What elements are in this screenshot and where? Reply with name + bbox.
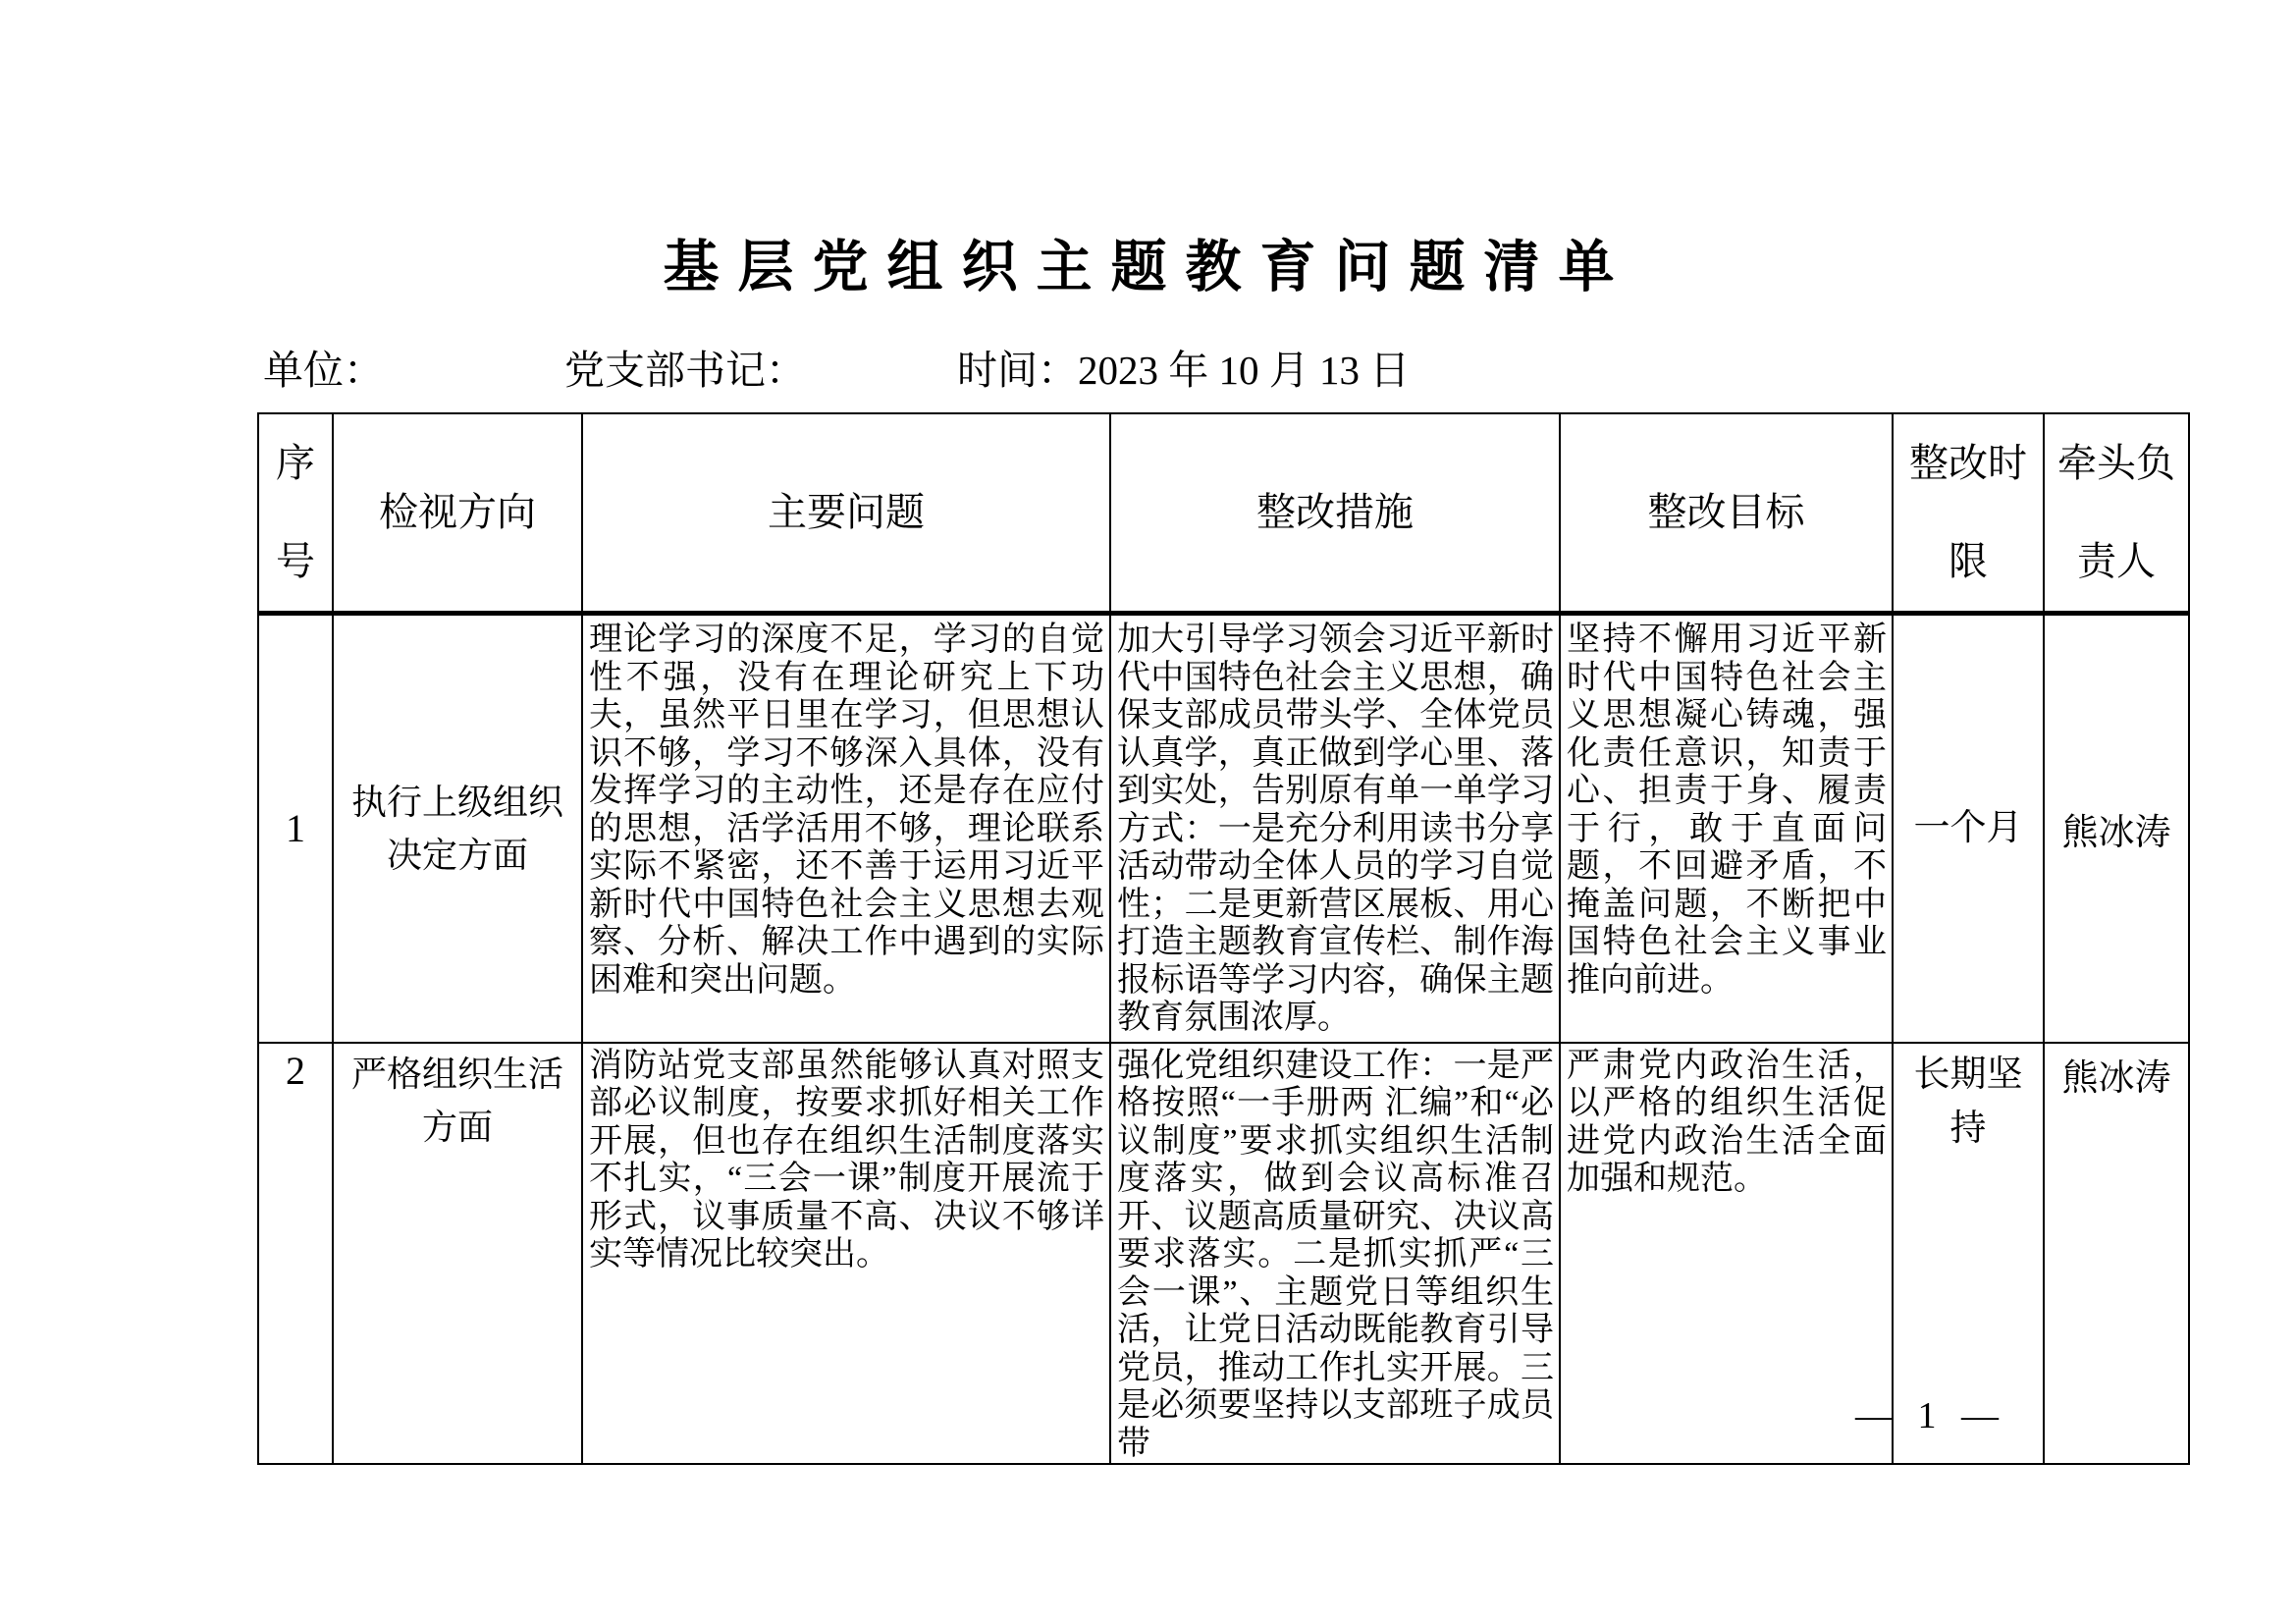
table-row: [258, 614, 2189, 1043]
cell-rectification-target: 严肃党内政治生活，以严格的组织生活促进党内政治生活全面加强和规范。: [1560, 1043, 1893, 1465]
header-inspection-direction: 检视方向: [333, 413, 582, 614]
unit-label: 单位：: [263, 348, 384, 393]
cell-lead-person: 熊冰涛: [2044, 1043, 2189, 1465]
cell-inspection-direction: 执行上级组织决定方面: [333, 614, 582, 1043]
cell-inspection-direction: 严格组织生活方面: [333, 1043, 582, 1465]
cell-sequence-number: 2: [258, 1043, 333, 1465]
page-title: 基层党组织主题教育问题清单: [663, 237, 1633, 298]
time-label: 时间：2023 年 10 月 13 日: [957, 348, 1411, 393]
cell-sequence-number: 1: [258, 614, 333, 1043]
cell-main-problems: 理论学习的深度不足，学习的自觉性不强，没有在理论研究上下功夫，虽然平日里在学习，但思想认识不够，学习不够深入具体，没有发挥学习的主动性，还是存在应付的思想，活学活用不够，理论联系实际不紧密，还不善于运用习近平新时代中国特色社会主义思想去观察、分析、解决工作中遇到的实际困难和突出问题。: [582, 614, 1110, 1043]
cell-rectification-measures: 强化党组织建设工作：一是严格按照“一手册两 汇编”和“必议制度”要求抓实组织生活制度落实，做到会议高标准召开、议题高质量研究、决议高要求落实。二是抓实抓严“三会一课”、主题党日等组织生活，让党日活动既能教育引导党员，推动工作扎实开展。三是必须要坚持以支部班子成员带: [1110, 1043, 1560, 1465]
secretary-label: 党支部书记：: [564, 348, 806, 393]
header-rectification-measures: 整改措施: [1110, 413, 1560, 614]
header-sequence-number: 序号: [258, 413, 333, 614]
cell-rectification-measures: 加大引导学习领会习近平新时代中国特色社会主义思想，确保支部成员带头学、全体党员认真学，真正做到学心里、落到实处，告别原有单一单学习方式：一是充分利用读书分享活动带动全体人员的学习自觉性；二是更新营区展板、用心打造主题教育宣传栏、制作海报标语等学习内容，确保主题教育氛围浓厚。: [1110, 614, 1560, 1043]
cell-rectification-target: 坚持不懈用习近平新时代中国特色社会主义思想凝心铸魂，强化责任意识，知责于心、担责于身、履责于行，敢于直面问题，不回避矛盾，不掩盖问题，不断把中国特色社会主义事业推向前进。: [1560, 614, 1893, 1043]
header-rectification-target: 整改目标: [1560, 413, 1893, 614]
cell-rectification-deadline: 一个月: [1893, 614, 2044, 1043]
page-number: — 1 —: [1855, 1395, 1999, 1436]
header-lead-person: 牵头负责人: [2044, 413, 2189, 614]
cell-lead-person: 熊冰涛: [2044, 614, 2189, 1043]
cell-main-problems: 消防站党支部虽然能够认真对照支部必议制度，按要求抓好相关工作开展，但也存在组织生活制度落实不扎实，“三会一课”制度开展流于形式，议事质量不高、决议不够详实等情况比较突出。: [582, 1043, 1110, 1465]
problem-list-table: [257, 412, 2190, 1465]
cell-rectification-deadline: 长期坚持: [1893, 1043, 2044, 1465]
header-main-problems: 主要问题: [582, 413, 1110, 614]
table-header-row: [258, 413, 2189, 614]
header-rectification-deadline: 整改时限: [1893, 413, 2044, 614]
